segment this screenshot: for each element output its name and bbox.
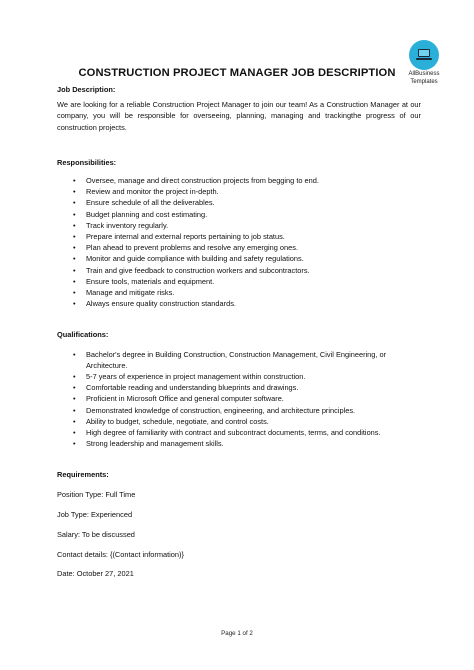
list-item xyxy=(57,438,421,449)
qualifications-list xyxy=(57,349,421,450)
list-item xyxy=(57,276,421,287)
requirements-label: Requirements: xyxy=(57,470,109,480)
list-item-text: Demonstrated knowledge of construction, engineering, and architecture principles. xyxy=(86,405,356,415)
list-item-text: Bachelor's degree in Building Construction, Construction Management, Civil Engineering, or Architecture. xyxy=(86,349,387,370)
list-item xyxy=(57,405,421,416)
bullet-icon: • xyxy=(73,405,76,415)
list-item xyxy=(57,197,421,208)
list-item-text: Manage and mitigate risks. xyxy=(86,288,175,298)
job-description-label: Job Description: xyxy=(57,85,116,94)
list-item-text: Ensure schedule of all the deliverables. xyxy=(86,198,215,208)
bullet-icon: • xyxy=(73,232,76,242)
logo-text-line1: AllBusiness xyxy=(408,71,440,77)
list-item xyxy=(57,231,421,242)
bullet-icon: • xyxy=(73,209,76,219)
bullet-icon: • xyxy=(73,176,76,186)
list-item xyxy=(57,349,421,371)
list-item-text: Comfortable reading and understanding blueprints and drawings. xyxy=(86,383,299,393)
list-item-text: 5-7 years of experience in project management within construction. xyxy=(86,372,306,382)
list-item-text: Prepare internal and external reports pertaining to job status. xyxy=(86,232,285,242)
bullet-icon: • xyxy=(73,428,76,438)
bullet-icon: • xyxy=(73,349,76,359)
bullet-icon: • xyxy=(73,383,76,393)
list-item xyxy=(57,265,421,276)
qualifications-label: Qualifications: xyxy=(57,330,109,340)
list-item-text: Strong leadership and management skills. xyxy=(86,439,224,449)
list-item-text: Budget planning and cost estimating. xyxy=(86,209,208,219)
bullet-icon: • xyxy=(73,394,76,404)
list-item-text: Review and monitor the project in-depth. xyxy=(86,187,219,197)
salary: Salary: To be discussed xyxy=(57,529,135,539)
bullet-icon: • xyxy=(73,372,76,382)
laptop-icon xyxy=(409,40,439,70)
page-number: Page 1 of 2 xyxy=(221,630,253,637)
list-item xyxy=(57,298,421,309)
bullet-icon: • xyxy=(73,288,76,298)
contact-details: Contact details: {(Contact information)} xyxy=(57,549,184,559)
bullet-icon: • xyxy=(73,416,76,426)
list-item xyxy=(57,186,421,197)
bullet-icon: • xyxy=(73,254,76,264)
list-item-text: Ensure tools, materials and equipment. xyxy=(86,276,215,286)
list-item xyxy=(57,209,421,220)
list-item-text: Oversee, manage and direct construction projects from begging to end. xyxy=(86,176,319,186)
document-body xyxy=(57,84,421,588)
list-item xyxy=(57,371,421,382)
bullet-icon: • xyxy=(73,243,76,253)
list-item xyxy=(57,220,421,231)
list-item-text: Ability to budget, schedule, negotiate, and control costs. xyxy=(86,416,269,426)
job-type: Job Type: Experienced xyxy=(57,510,133,520)
list-item-text: Plan ahead to prevent problems and resolve any emerging ones. xyxy=(86,243,298,253)
responsibilities-list xyxy=(57,175,421,309)
list-item-text: Proficient in Microsoft Office and general computer software. xyxy=(86,394,284,404)
date: Date: October 27, 2021 xyxy=(57,569,134,579)
list-item-text: Monitor and guide compliance with building and safety regulations. xyxy=(86,254,304,264)
bullet-icon: • xyxy=(73,220,76,230)
bullet-icon: • xyxy=(73,276,76,286)
bullet-icon: • xyxy=(73,198,76,208)
bullet-icon: • xyxy=(73,187,76,197)
list-item xyxy=(57,427,421,438)
bullet-icon: • xyxy=(73,299,76,309)
logo-text-line2: Templates xyxy=(410,79,438,85)
list-item xyxy=(57,287,421,298)
list-item xyxy=(57,416,421,427)
responsibilities-label: Responsibilities: xyxy=(57,157,117,167)
list-item xyxy=(57,175,421,186)
list-item xyxy=(57,253,421,264)
bullet-icon: • xyxy=(73,439,76,449)
list-item xyxy=(57,382,421,393)
position-type: Position Type: Full Time xyxy=(57,490,136,500)
list-item-text: Always ensure quality construction standards. xyxy=(86,299,236,309)
list-item xyxy=(57,393,421,404)
list-item xyxy=(57,242,421,253)
job-description-text: We are looking for a reliable Construction Project Manager to join our team! As a Construction Manager at our company, you will be responsible for overseeing, planning, managing and trackingthe progress of our construction projects. xyxy=(57,100,421,132)
document-title: CONSTRUCTION PROJECT MANAGER JOB DESCRIPTION xyxy=(78,67,396,79)
allbusiness-templates-logo xyxy=(396,40,452,86)
bullet-icon: • xyxy=(73,265,76,275)
list-item-text: Train and give feedback to construction workers and subcontractors. xyxy=(86,265,310,275)
list-item-text: Track inventory regularly. xyxy=(86,220,169,230)
list-item-text: High degree of familiarity with contract and subcontract documents, terms, and conditions. xyxy=(86,428,381,438)
